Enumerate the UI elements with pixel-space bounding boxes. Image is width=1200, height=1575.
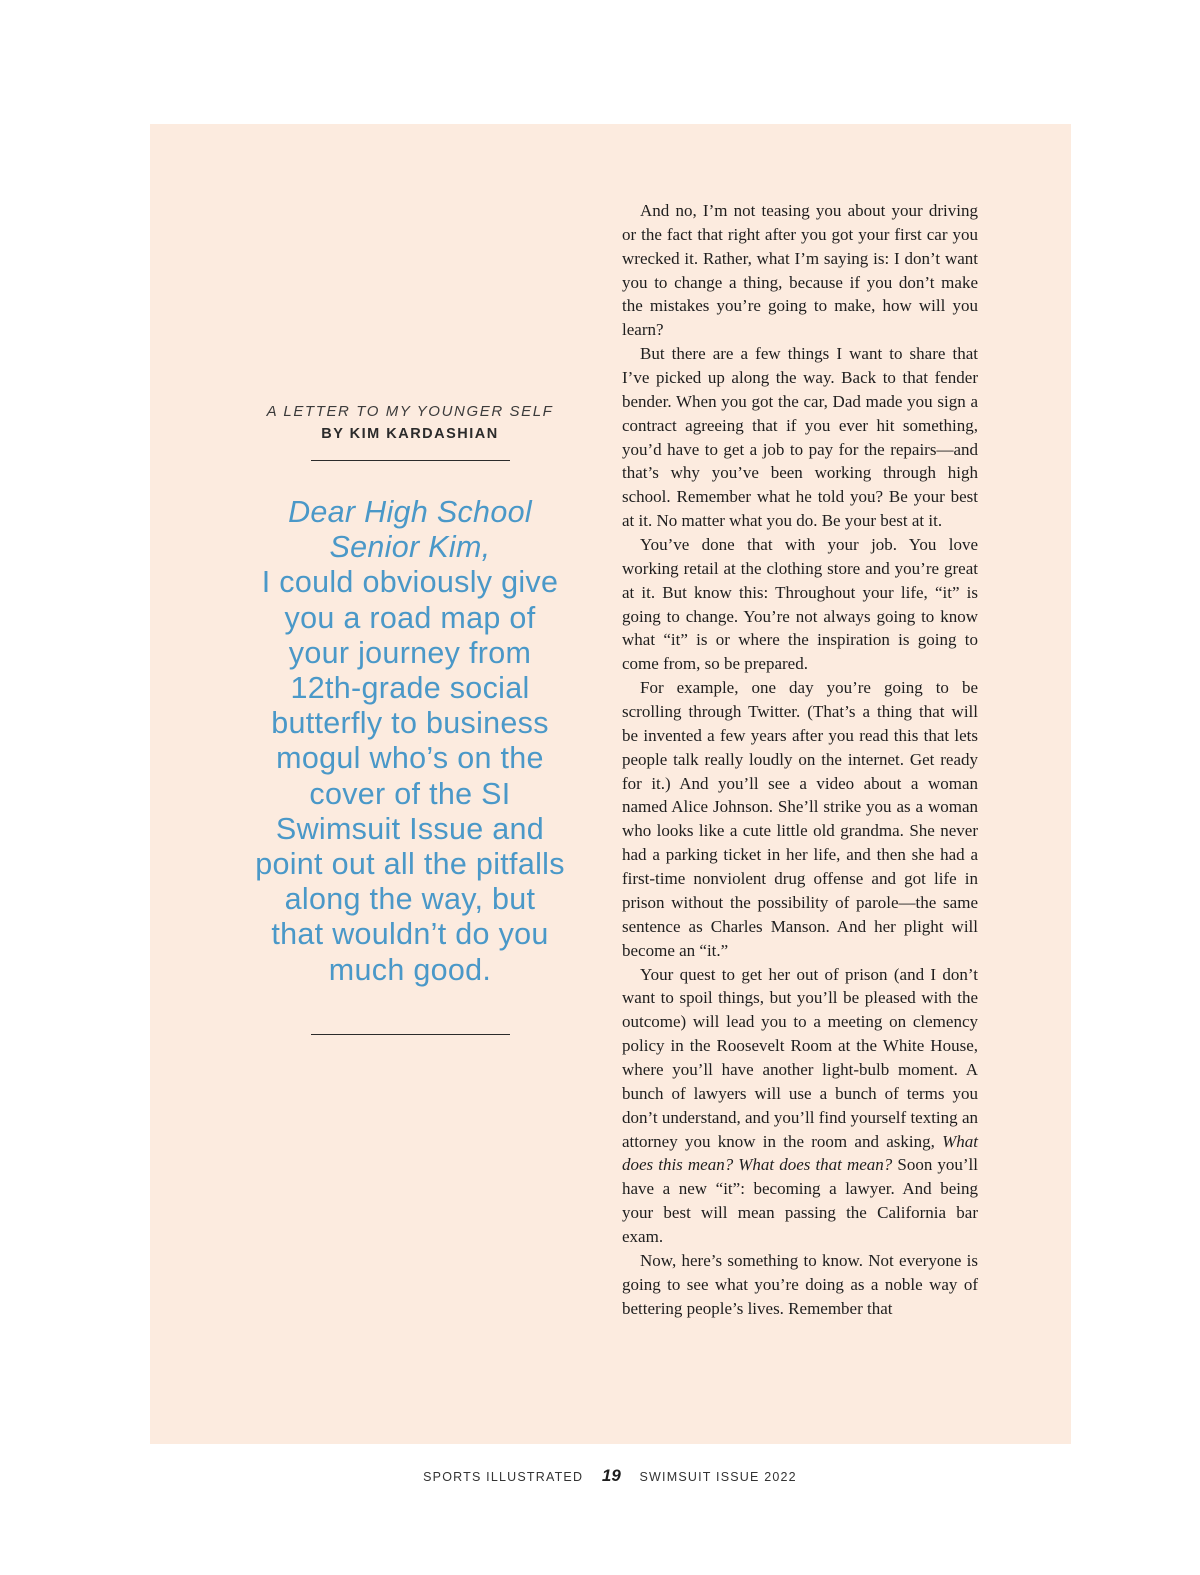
body-paragraph: But there are a few things I want to share that I’ve picked up along the way. Back to that fender bender. When you got the car, Dad made you sign a contract agreeing that if you ever hit something, you’d have to get a job to pay for the repairs—and that’s why you’ve been working through high school. Remember what he told you? Be your best at it. No matter what you do. Be your best at it. (622, 344, 978, 531)
page-footer (0, 1466, 1200, 1486)
article-kicker: A LETTER TO MY YOUNGER SELF (266, 403, 554, 420)
divider-top (311, 460, 510, 461)
body-paragraph: You’ve done that with your job. You love working retail at the clothing store and you’re great at it. But know this: Throughout your life, “it” is going to change. You’re not always going to know what “it” is or where the inspiration is going to come from, so be prepared. (622, 535, 978, 674)
divider-bottom (311, 1034, 510, 1035)
pull-quote-text: I could obviously give you a road map of your journey from 12th-grade social butterfly to business mogul who’s on the cover of the SI Swimsuit Issue and point out all the pitfalls along the way, but that wouldn’t do you much good. (255, 565, 565, 987)
sidebar-column (255, 400, 565, 1035)
body-paragraph: And no, I’m not teasing you about your driving or the fact that right after you got your first car you wrecked it. Rather, what I’m saying is: I don’t want you to change a thing, because if you don’t make the mistakes you’re going to make, how will you learn? (622, 201, 978, 340)
page-number: 19 (601, 1466, 621, 1485)
body-paragraph (622, 963, 978, 1249)
footer-issue: SWIMSUIT ISSUE 2022 (639, 1470, 797, 1484)
body-text-segment: Soon you’ll have a new “it”: becoming a lawyer. And being your best will mean passing the California bar exam. (622, 1155, 979, 1246)
body-paragraph: Now, here’s something to know. Not everyone is going to see what you’re doing as a noble way of bettering people’s lives. Remember that (622, 1250, 978, 1318)
letter-salutation: Dear High School Senior Kim, (288, 495, 532, 565)
article-body (622, 199, 978, 1320)
body-paragraph: For example, one day you’re going to be scrolling through Twitter. (That’s a thing that will be invented a few years after you read this that lets people talk really loudly on the internet. Get ready for it.) And you’ll see a video about a woman named Alice Johnson. She’ll strike you as a woman who looks like a cute little old grandma. She never had a parking ticket in her life, and then she had a first-time nonviolent drug offense and got life in prison without the possibility of parole—the same sentence as Charles Manson. And her plight will become an “it.” (622, 678, 978, 960)
body-italic-segment: What does this mean? What does that mean? (622, 1131, 978, 1175)
body-text-segment: Your quest to get her out of prison (and I don’t want to spoil things, but you’ll be pleased with the outcome) will lead you to a meeting on clemency policy in the Roosevelt Room at the White House, where you’ll have another light-bulb moment. A bunch of lawyers will use a bunch of terms you don’t understand, and you’ll find yourself texting an attorney you know in the room and asking, (622, 964, 978, 1151)
author-byline: BY KIM KARDASHIAN (321, 426, 499, 442)
pull-quote (255, 495, 565, 988)
footer-publication: SPORTS ILLUSTRATED (423, 1470, 584, 1484)
